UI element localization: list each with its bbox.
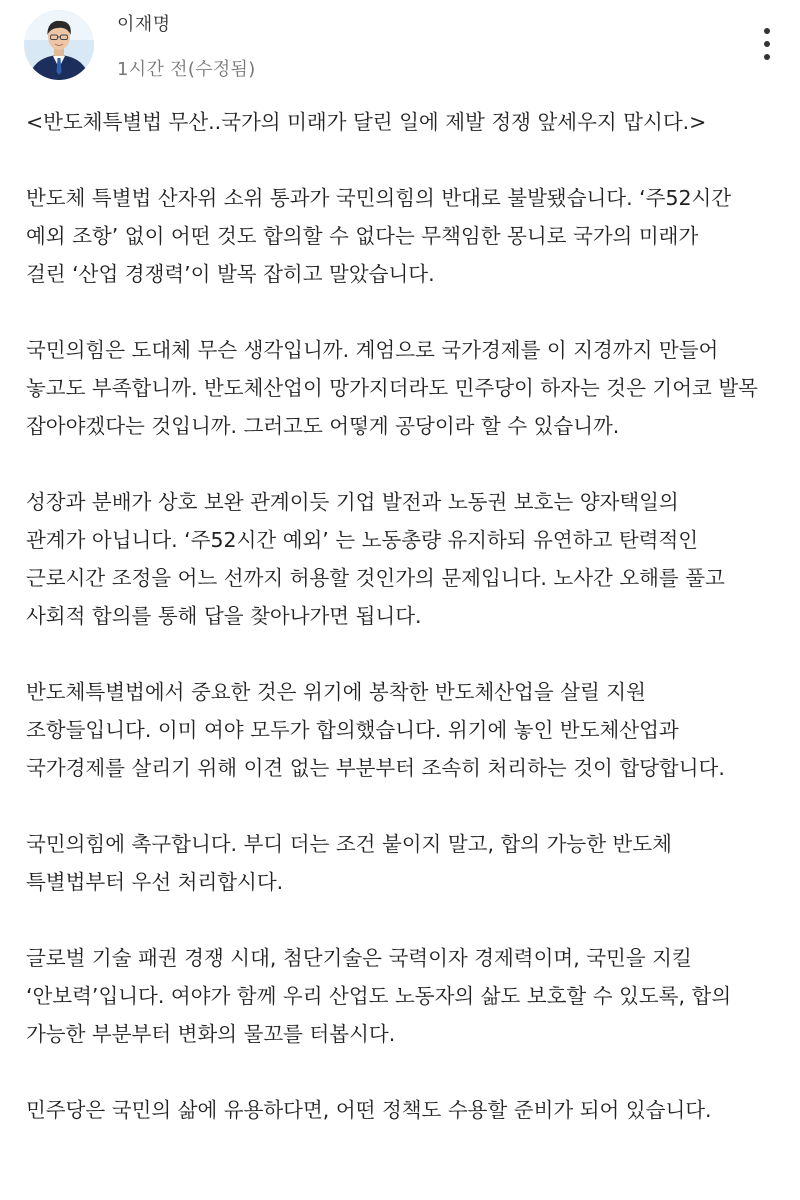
more-options-button[interactable] bbox=[752, 22, 782, 66]
paragraph-line: 반도체 특별법 산자위 소위 통과가 국민의힘의 반대로 불발됐습니다. ‘주52시간 bbox=[26, 186, 732, 210]
post-body bbox=[26, 103, 778, 1129]
post-timestamp: 1시간 전(수정됨) bbox=[117, 59, 256, 80]
post-paragraph bbox=[26, 179, 778, 293]
paragraph-line: 잡아야겠다는 것입니까. 그러고도 어떻게 공당이라 할 수 있습니까. bbox=[26, 414, 620, 438]
post-paragraph bbox=[26, 1091, 778, 1129]
paragraph-line: 예외 조항’ 없이 어떤 것도 합의할 수 없다는 무책임한 몽니로 국가의 미래가 bbox=[26, 224, 699, 248]
more-vertical-icon-dot bbox=[764, 41, 770, 47]
paragraph-line: 가능한 부분부터 변화의 물꼬를 터봅시다. bbox=[26, 1022, 396, 1046]
paragraph-line: 근로시간 조정을 어느 선까지 허용할 것인가의 문제입니다. 노사간 오해를 풀고 bbox=[26, 566, 725, 590]
more-vertical-icon-dot bbox=[764, 54, 770, 60]
paragraph-line: 민주당은 국민의 삶에 유용하다면, 어떤 정책도 수용할 준비가 되어 있습니다. bbox=[26, 1098, 712, 1122]
author-avatar[interactable] bbox=[24, 10, 94, 80]
paragraph-line: 걸린 ‘산업 경쟁력’이 발목 잡히고 말았습니다. bbox=[26, 262, 435, 286]
paragraph-line: 특별법부터 우선 처리합시다. bbox=[26, 870, 284, 894]
paragraph-line: ‘안보력’입니다. 여야가 함께 우리 산업도 노동자의 삶도 보호할 수 있도록, 합의 bbox=[26, 984, 732, 1008]
post-paragraph bbox=[26, 331, 778, 445]
author-name[interactable]: 이재명 bbox=[117, 14, 171, 35]
paragraph-line: 글로벌 기술 패권 경쟁 시대, 첨단기술은 국력이자 경제력이며, 국민을 지킬 bbox=[26, 946, 692, 970]
paragraph-line: 국민의힘에 촉구합니다. 부디 더는 조건 붙이지 말고, 합의 가능한 반도체 bbox=[26, 832, 672, 856]
post-paragraph bbox=[26, 483, 778, 635]
post-header bbox=[0, 0, 800, 92]
paragraph-line: 국민의힘은 도대체 무슨 생각입니까. 계엄으로 국가경제를 이 지경까지 만들어 bbox=[26, 338, 719, 362]
more-vertical-icon bbox=[764, 28, 770, 34]
paragraph-line: 관계가 아닙니다. ‘주52시간 예외’ 는 노동총량 유지하되 유연하고 탄력적인 bbox=[26, 528, 699, 552]
paragraph-line: 반도체특별법에서 중요한 것은 위기에 봉착한 반도체산업을 살릴 지원 bbox=[26, 680, 646, 704]
post-paragraph bbox=[26, 825, 778, 901]
paragraph-line: 조항들입니다. 이미 여야 모두가 합의했습니다. 위기에 놓인 반도체산업과 bbox=[26, 718, 679, 742]
paragraph-line: 성장과 분배가 상호 보완 관계이듯 기업 발전과 노동권 보호는 양자택일의 bbox=[26, 490, 679, 514]
post-paragraph bbox=[26, 673, 778, 787]
paragraph-line: 사회적 합의를 통해 답을 찾아나가면 됩니다. bbox=[26, 604, 422, 628]
paragraph-line: 국가경제를 살리기 위해 이견 없는 부분부터 조속히 처리하는 것이 합당합니다. bbox=[26, 756, 725, 780]
avatar-photo bbox=[24, 10, 94, 80]
paragraph-line: 놓고도 부족합니까. 반도체산업이 망가지더라도 민주당이 하자는 것은 기어코 발목 bbox=[26, 376, 758, 400]
post-title: <반도체특별법 무산..국가의 미래가 달린 일에 제발 정쟁 앞세우지 맙시다.> bbox=[26, 110, 707, 134]
post-paragraph bbox=[26, 939, 778, 1053]
